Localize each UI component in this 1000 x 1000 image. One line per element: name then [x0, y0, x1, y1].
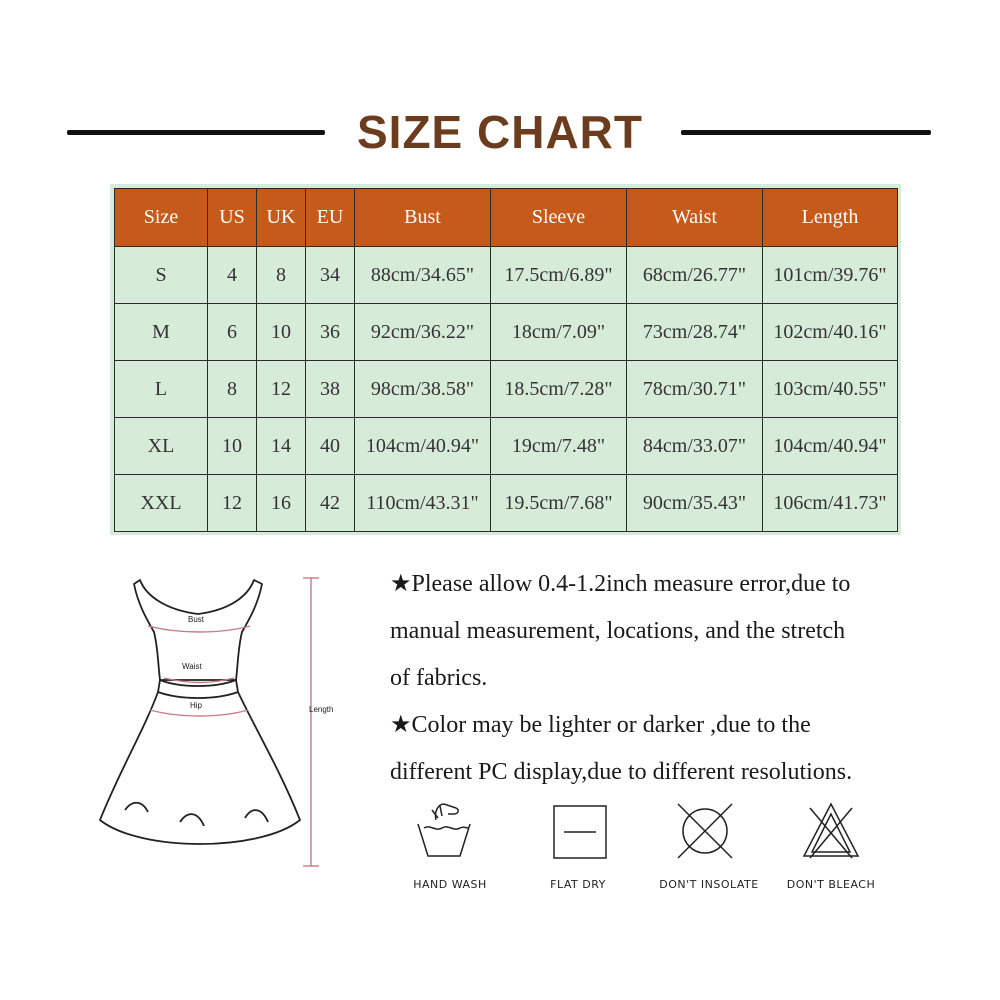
dont-bleach-icon	[800, 800, 862, 860]
dress-diagram	[80, 560, 360, 880]
note-line-1: ★Please allow 0.4-1.2inch measure error,due to	[390, 571, 851, 597]
table-cell: 12	[257, 361, 306, 418]
column-header: Bust	[355, 189, 491, 247]
column-header: UK	[257, 189, 306, 247]
flat-dry-label: FLAT DRY	[550, 878, 606, 891]
table-header-row	[115, 189, 898, 247]
column-header: Waist	[627, 189, 763, 247]
column-header: Length	[763, 189, 898, 247]
column-header: Sleeve	[491, 189, 627, 247]
page-title: SIZE CHART	[357, 106, 643, 158]
table-row	[115, 418, 898, 475]
table-cell: XL	[115, 418, 208, 475]
table-cell: 88cm/34.65"	[355, 247, 491, 304]
table-cell: 34	[306, 247, 355, 304]
note-line-5: different PC display,due to different resolutions.	[390, 759, 853, 785]
table-cell: 8	[208, 361, 257, 418]
note-line-3: of fabrics.	[390, 665, 488, 691]
title-rule-right	[681, 130, 931, 135]
table-cell: 19cm/7.48"	[491, 418, 627, 475]
table-cell: 98cm/38.58"	[355, 361, 491, 418]
hip-label: Hip	[190, 701, 203, 710]
hip-line	[150, 710, 248, 716]
table-cell: 6	[208, 304, 257, 361]
table-cell: S	[115, 247, 208, 304]
table-row	[115, 304, 898, 361]
table-cell: M	[115, 304, 208, 361]
table-cell: 68cm/26.77"	[627, 247, 763, 304]
note-line-4: ★Color may be lighter or darker ,due to the	[390, 712, 811, 738]
table-cell: 18.5cm/7.28"	[491, 361, 627, 418]
table-row	[115, 247, 898, 304]
bust-line	[148, 626, 250, 632]
table-cell: 19.5cm/7.68"	[491, 475, 627, 532]
table-cell: 36	[306, 304, 355, 361]
hand-wash-label: HAND WASH	[413, 878, 487, 891]
table-row	[115, 475, 898, 532]
column-header: EU	[306, 189, 355, 247]
table-cell: 38	[306, 361, 355, 418]
table-cell: 90cm/35.43"	[627, 475, 763, 532]
waist-label: Waist	[182, 662, 202, 671]
table-cell: 92cm/36.22"	[355, 304, 491, 361]
hand-wash-icon	[414, 798, 474, 860]
table-cell: 12	[208, 475, 257, 532]
table-cell: 78cm/30.71"	[627, 361, 763, 418]
size-table-frame	[110, 184, 901, 535]
table-cell: 101cm/39.76"	[763, 247, 898, 304]
table-row	[115, 361, 898, 418]
dont-insolate-label: DON'T INSOLATE	[659, 878, 759, 891]
column-header: US	[208, 189, 257, 247]
table-cell: 104cm/40.94"	[763, 418, 898, 475]
length-label: Length	[309, 705, 334, 714]
note-line-2: manual measurement, locations, and the stretch	[390, 618, 846, 644]
table-cell: L	[115, 361, 208, 418]
table-cell: 16	[257, 475, 306, 532]
flat-dry-icon	[552, 804, 608, 860]
table-cell: 84cm/33.07"	[627, 418, 763, 475]
bust-label: Bust	[188, 615, 205, 624]
table-cell: 110cm/43.31"	[355, 475, 491, 532]
table-cell: 40	[306, 418, 355, 475]
size-table	[114, 188, 898, 532]
table-cell: 14	[257, 418, 306, 475]
table-cell: 10	[208, 418, 257, 475]
table-cell: 106cm/41.73"	[763, 475, 898, 532]
column-header: Size	[115, 189, 208, 247]
table-cell: 18cm/7.09"	[491, 304, 627, 361]
table-cell: XXL	[115, 475, 208, 532]
table-cell: 17.5cm/6.89"	[491, 247, 627, 304]
dont-bleach-label: DON'T BLEACH	[786, 878, 876, 891]
dont-insolate-icon	[672, 800, 738, 862]
table-cell: 73cm/28.74"	[627, 304, 763, 361]
table-cell: 104cm/40.94"	[355, 418, 491, 475]
table-cell: 102cm/40.16"	[763, 304, 898, 361]
table-cell: 10	[257, 304, 306, 361]
table-cell: 103cm/40.55"	[763, 361, 898, 418]
table-cell: 4	[208, 247, 257, 304]
table-cell: 42	[306, 475, 355, 532]
table-cell: 8	[257, 247, 306, 304]
